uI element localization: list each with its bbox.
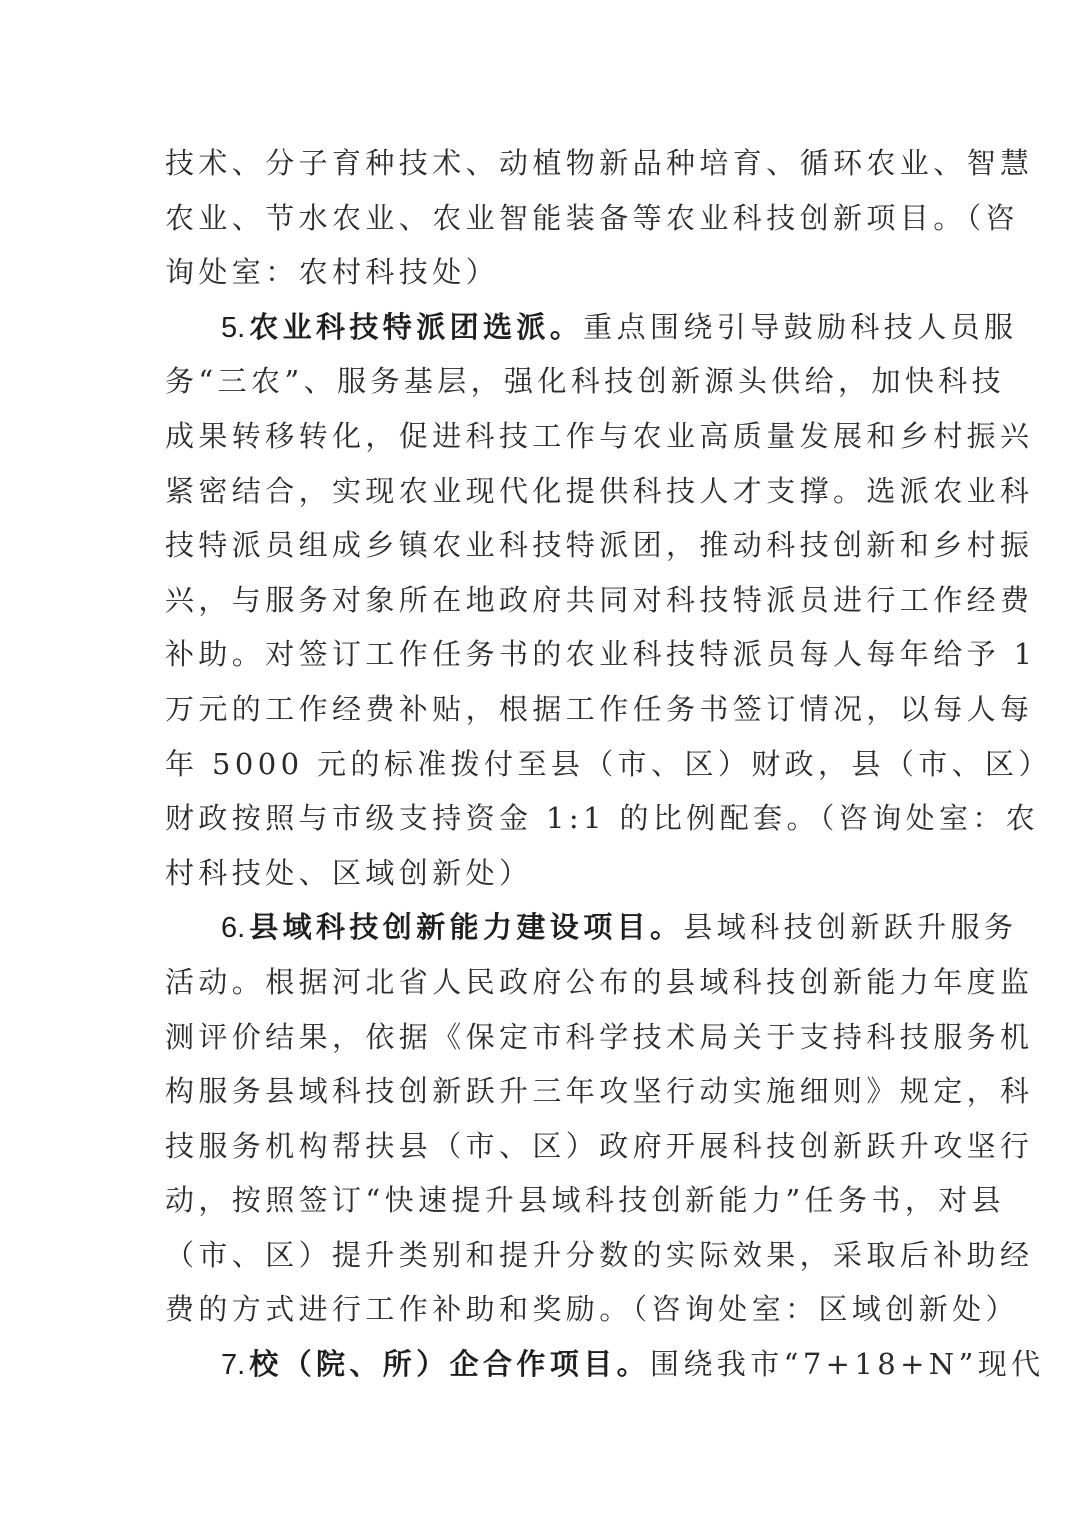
text-line: 构服务县域科技创新跃升三年攻坚行动实施细则》规定，科 (165, 1074, 1034, 1109)
item-heading-text: 校（院、所）企合作项目。 (249, 1347, 650, 1382)
text-line: 测评价结果，依据《保定市科学技术局关于支持科技服务机 (165, 1019, 1034, 1054)
text-line: 成果转移转化，促进科技工作与农业高质量发展和乡村振兴 (165, 418, 1034, 453)
text-line: 询处室：农村科技处） (165, 255, 500, 290)
item-heading-text: 县域科技创新能力建设项目。 (249, 910, 684, 945)
item-heading (221, 310, 583, 344)
paragraph-item-6 (165, 900, 1034, 1337)
item-number: 5. (221, 311, 246, 344)
text-line: 技术、分子育种技术、动植物新品种培育、循环农业、智慧 (165, 146, 1034, 180)
paragraph-item-7 (165, 1337, 1045, 1392)
item-heading (221, 1347, 650, 1381)
text-line: 村科技处、区域创新处） (165, 855, 533, 890)
document-page (165, 136, 1052, 1392)
item-number: 7. (221, 1349, 246, 1382)
text-line: 技特派员组成乡镇农业科技特派团，推动科技创新和乡村振 (165, 528, 1034, 563)
text-line: 活动。根据河北省人民政府公布的县域科技创新能力年度监 (165, 964, 1034, 999)
text-line: 补助。对签订工作任务书的农业科技特派员每人每年给予 1 (165, 637, 1037, 672)
item-body-start: 重点围绕引导鼓励科技人员服 (583, 309, 1018, 344)
text-line: 农业、节水农业、农业智能装备等农业科技创新项目。（咨 (165, 200, 1019, 235)
text-line: 动，按照签订“快速提升县域科技创新能力”任务书，对县 (165, 1183, 1006, 1218)
text-line: 兴，与服务对象所在地政府共同对科技特派员进行工作经费 (165, 582, 1034, 617)
text-line: 务“三农”、服务基层，强化科技创新源头供给，加快科技 (165, 364, 1006, 399)
text-line: 技服务机构帮扶县（市、区）政府开展科技创新跃升攻坚行 (165, 1128, 1034, 1163)
item-heading (221, 910, 683, 944)
item-body-start: 县域科技创新跃升服务 (683, 910, 1018, 945)
item-heading-text: 农业科技特派团选派。 (249, 309, 584, 344)
item-number: 6. (221, 912, 246, 945)
paragraph-item-4-continuation (165, 136, 1034, 300)
text-line: （市、区）提升类别和提升分数的实际效果，采取后补助经 (165, 1237, 1034, 1272)
paragraph-first-line (165, 900, 1018, 955)
text-line: 财政按照与市级支持资金 1:1 的比例配套。（咨询处室：农 (165, 801, 1040, 836)
item-body-start: 围绕我市“7+18+N”现代 (650, 1347, 1045, 1382)
text-line: 紧密结合，实现农业现代化提供科技人才支撑。选派农业科 (165, 473, 1034, 508)
paragraph-item-5 (165, 300, 1052, 901)
text-line: 年 5000 元的标准拨付至县（市、区）财政，县（市、区） (165, 746, 1052, 781)
text-line: 费的方式进行工作补助和奖励。（咨询处室：区域创新处） (165, 1292, 1019, 1327)
paragraph-first-line (165, 1337, 1045, 1392)
paragraph-first-line (165, 300, 1018, 355)
text-line: 万元的工作经费补贴，根据工作任务书签订情况，以每人每 (165, 691, 1034, 726)
